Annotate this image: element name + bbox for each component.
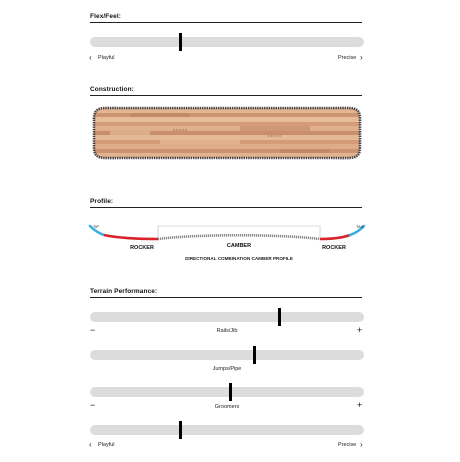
chevron-right-icon: › — [360, 440, 363, 449]
groomers-slider-track[interactable] — [90, 387, 364, 397]
minus-icon: − — [90, 400, 96, 410]
construction-rule — [90, 95, 362, 96]
construction-title: Construction: — [90, 86, 134, 93]
flex-right-label: Precise — [338, 55, 357, 61]
camber-segment — [158, 235, 320, 239]
rails-label: Rails/Jib — [216, 328, 238, 334]
profile-rocker-right: ROCKER — [322, 245, 346, 251]
terrain-title: Terrain Performance: — [90, 288, 158, 295]
flex-left-label: Playful — [98, 55, 115, 61]
profile-rocker-left: ROCKER — [130, 245, 154, 251]
profile-caption: DIRECTIONAL COMBINATION CAMBER PROFILE — [185, 256, 293, 261]
jumps-slider-track[interactable] — [90, 350, 364, 360]
minus-icon: − — [90, 325, 96, 335]
playful-right-label: Precise — [338, 442, 357, 448]
flex-feel-rule — [90, 22, 362, 23]
plus-icon: + — [357, 325, 363, 335]
jumps-label: Jumps/Pipe — [212, 366, 242, 372]
chevron-left-icon: ‹ — [89, 53, 92, 62]
chevron-left-icon: ‹ — [89, 440, 92, 449]
rocker-left-segment — [104, 235, 158, 239]
playful-left-label: Playful — [98, 442, 115, 448]
profile-rule — [90, 207, 362, 208]
chevron-right-icon: › — [360, 53, 363, 62]
groomers-slider-marker[interactable] — [229, 383, 232, 401]
rails-slider-marker[interactable] — [278, 308, 281, 326]
rails-slider-track[interactable] — [90, 312, 364, 322]
plus-icon: + — [357, 400, 363, 410]
profile-camber: CAMBER — [226, 243, 252, 249]
profile-tip-label: TIP — [93, 225, 99, 229]
snowboard-construction-image — [90, 103, 364, 163]
playful-slider-track[interactable] — [90, 425, 364, 435]
flex-slider-marker[interactable] — [179, 33, 182, 51]
flex-slider-track[interactable] — [90, 37, 364, 47]
profile-title: Profile: — [90, 198, 114, 205]
rocker-right-segment — [320, 235, 350, 239]
flex-feel-title: Flex/Feel: — [90, 13, 121, 20]
terrain-rule — [90, 297, 362, 298]
groomers-label: Groomers — [214, 404, 240, 410]
playful-slider-marker[interactable] — [179, 421, 182, 439]
profile-tail-label: TAIL — [356, 225, 364, 229]
jumps-slider-marker[interactable] — [253, 346, 256, 364]
